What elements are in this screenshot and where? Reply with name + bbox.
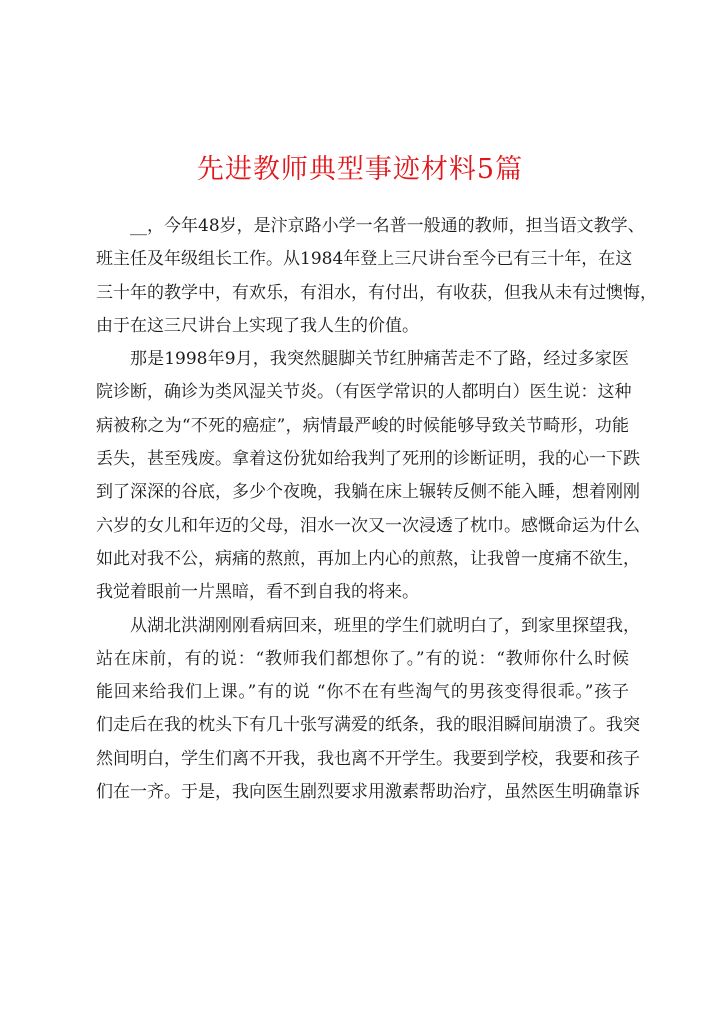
document-body [96,210,657,809]
text-line: 到了深深的谷底，多少个夜晚，我躺在床上辗转反侧不能入睡，想着刚刚 [96,482,640,503]
paragraph-3 [96,610,640,810]
document-title: 先进教师典型事迹材料5篇 [196,154,524,185]
text-line: 们走后在我的枕头下有几十张写满爱的纸条，我的眼泪瞬间崩溃了。我突 [96,715,640,736]
text-line: __，今年48岁，是汴京路小学一名普一般通的教师，担当语文教学、 [130,216,645,236]
paragraph-1 [96,210,657,343]
text-line: 丢失，甚至残废。拿着这份犹如给我判了死刑的诊断证明，我的心一下跌 [96,449,640,470]
text-line: 我觉着眼前一片黑暗，看不到自我的将来。 [96,582,419,603]
text-line: 那是1998年9月，我突然腿脚关节红肿痛苦走不了路，经过多家医 [130,349,629,370]
text-line: 班主任及年级组长工作。从1984年登上三尺讲台至今已有三十年，在这 [96,249,633,270]
text-line: 从湖北洪湖刚刚看病回来，班里的学生们就明白了，到家里探望我， [130,615,640,636]
text-line: 能回来给我们上课。”有的说 “你不在有些淘气的男孩变得很乖。”孩子 [96,682,629,703]
text-line: 站在床前，有的说：“教师我们都想你了。”有的说：“教师你什么时候 [96,648,629,669]
paragraph-2 [96,343,640,609]
text-line: 如此对我不公，病痛的熬煎，再加上内心的煎熬，让我曾一度痛不欲生， [96,548,640,569]
text-line: 病被称之为“不死的癌症”，病情最严峻的时候能够导致关节畸形，功能 [96,415,629,436]
text-line: 们在一齐。于是，我向医生剧烈要求用激素帮助治疗，虽然医生明确靠诉 [96,782,640,803]
text-line: 六岁的女儿和年迈的父母，泪水一次又一次浸透了枕巾。感慨命运为什么 [96,515,640,536]
text-line: 然间明白，学生们离不开我，我也离不开学生。我要到学校，我要和孩子 [96,748,640,769]
text-line: 院诊断，确诊为类风湿关节炎。（有医学常识的人都明白）医生说：这种 [96,382,632,403]
text-line: 由于在这三尺讲台上实现了我人生的价值。 [96,315,419,336]
text-line: 三十年的教学中，有欢乐，有泪水，有付出，有收获，但我从未有过懊悔， [96,282,657,303]
